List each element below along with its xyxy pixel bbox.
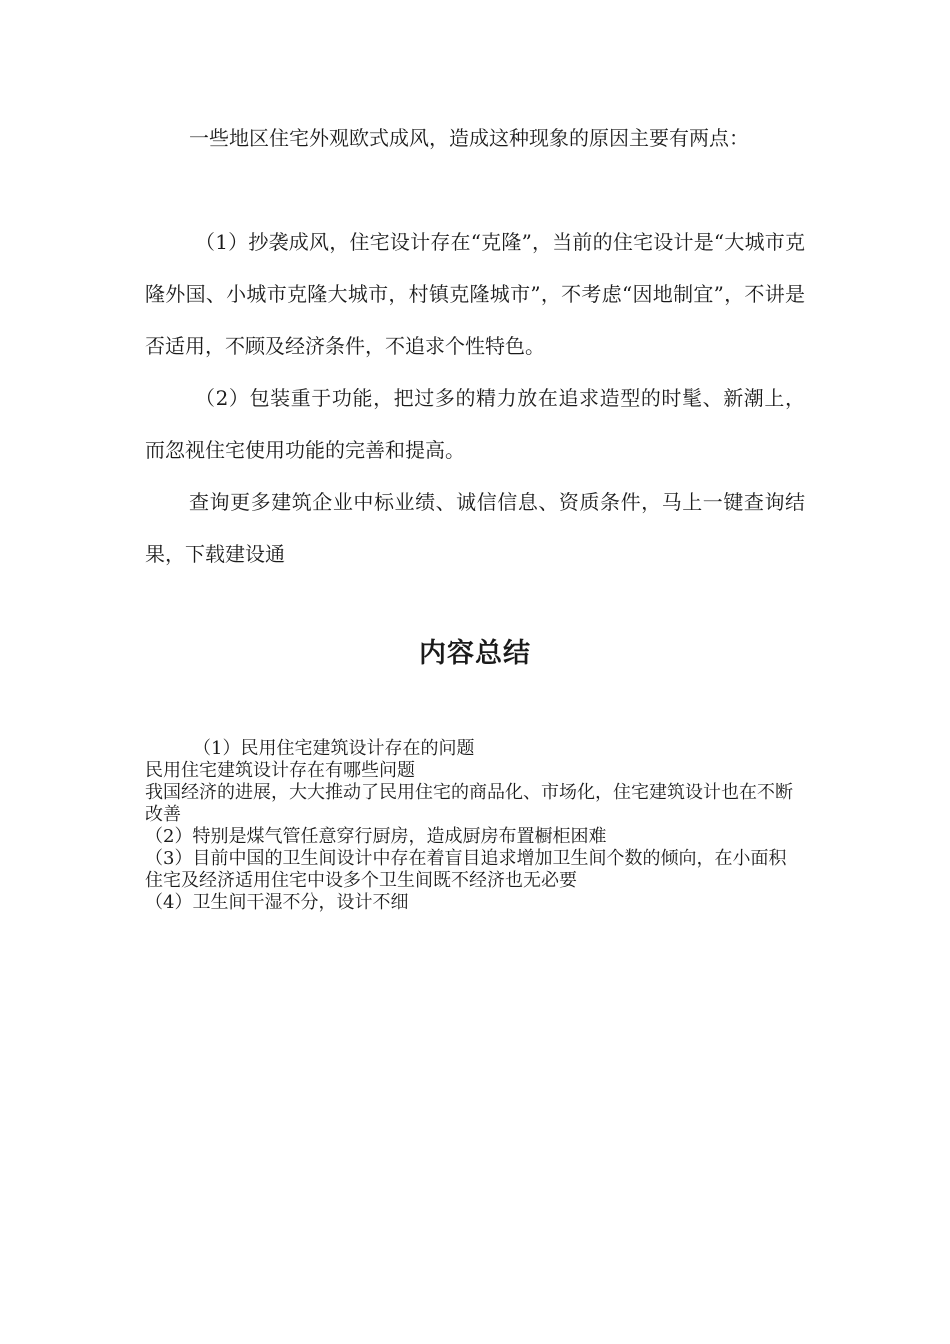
summary-line: （4）卫生间干湿不分，设计不细 [145,892,409,913]
body-paragraph: （1）抄袭成风，住宅设计存在“克隆”，当前的住宅设计是“大城市克隆外国、小城市克隆大城市，村镇克隆城市”，不考虑“因地制宜”，不讲是否适用，不顾及经济条件，不追求个性特色。 [145,230,805,358]
summary-line: 民用住宅建筑设计存在有哪些问题 [145,760,415,781]
summary-line: （1）民用住宅建筑设计存在的问题 [193,738,475,759]
body-paragraph: （2）包装重于功能，把过多的精力放在追求造型的时髦、新潮上，而忽视住宅使用功能的完善和提高。 [145,386,805,462]
summary-line: （2）特别是煤气管任意穿行厨房，造成厨房布置橱柜困难 [145,826,607,847]
summary-title: 内容总结 [419,638,531,669]
summary-section [145,738,795,914]
body-paragraph: 一些地区住宅外观欧式成风，造成这种现象的原因主要有两点： [189,126,749,150]
summary-line: （3）目前中国的卫生间设计中存在着盲目追求增加卫生间个数的倾向，在小面积住宅及经济适用住宅中设多个卫生间既不经济也无必要 [145,848,787,891]
summary-line: 我国经济的进展，大大推动了民用住宅的商品化、市场化，住宅建筑设计也在不断改善 [145,782,793,825]
body-paragraph: 查询更多建筑企业中标业绩、诚信信息、资质条件，马上一键查询结果，下载建设通 [145,490,805,566]
